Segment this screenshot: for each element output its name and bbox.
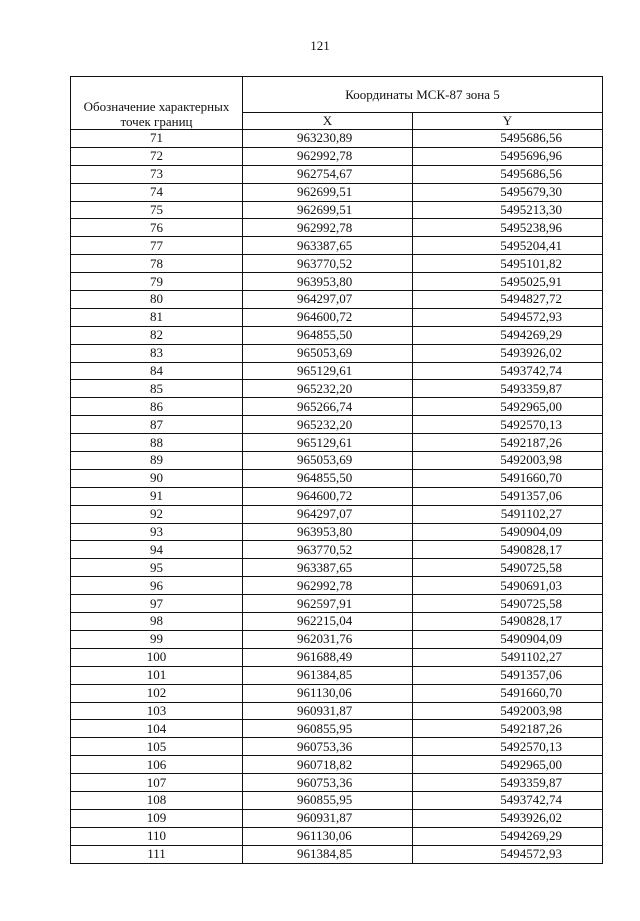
- point-number-cell: 92: [71, 505, 243, 523]
- x-coordinate-cell: 964297,07: [243, 291, 413, 309]
- table-row: [71, 684, 603, 702]
- point-number-cell: 90: [71, 469, 243, 487]
- table-row: [71, 487, 603, 505]
- x-coordinate-cell: 960718,82: [243, 756, 413, 774]
- point-number-cell: 89: [71, 452, 243, 470]
- point-number-cell: 109: [71, 809, 243, 827]
- point-number-cell: 72: [71, 147, 243, 165]
- y-coordinate-cell: 5492003,98: [413, 452, 603, 470]
- x-coordinate-cell: 960931,87: [243, 702, 413, 720]
- table-row: [71, 756, 603, 774]
- x-coordinate-cell: 962992,78: [243, 147, 413, 165]
- coordinates-table: [70, 76, 603, 864]
- point-number-cell: 100: [71, 648, 243, 666]
- x-coordinate-cell: 962031,76: [243, 630, 413, 648]
- table-row: [71, 595, 603, 613]
- point-number-cell: 84: [71, 362, 243, 380]
- table-row: [71, 666, 603, 684]
- point-number-cell: 81: [71, 308, 243, 326]
- table-row: [71, 577, 603, 595]
- table-row: [71, 326, 603, 344]
- table-row: [71, 541, 603, 559]
- y-coordinate-cell: 5492965,00: [413, 756, 603, 774]
- x-coordinate-cell: 962754,67: [243, 165, 413, 183]
- table-row: [71, 237, 603, 255]
- x-coordinate-cell: 961384,85: [243, 666, 413, 684]
- x-coordinate-cell: 961384,85: [243, 845, 413, 863]
- point-number-cell: 71: [71, 130, 243, 148]
- point-number-cell: 110: [71, 827, 243, 845]
- x-coordinate-cell: 963770,52: [243, 255, 413, 273]
- coordinate-system-header: Координаты МСК-87 зона 5: [243, 77, 603, 113]
- table-row: [71, 630, 603, 648]
- point-number-cell: 103: [71, 702, 243, 720]
- point-number-cell: 91: [71, 487, 243, 505]
- x-coordinate-cell: 961130,06: [243, 684, 413, 702]
- y-coordinate-cell: 5490828,17: [413, 541, 603, 559]
- point-number-cell: 106: [71, 756, 243, 774]
- x-coordinate-cell: 963387,65: [243, 559, 413, 577]
- point-designation-header: Обозначение характерных точек границ: [71, 77, 243, 130]
- table-row: [71, 130, 603, 148]
- point-number-cell: 73: [71, 165, 243, 183]
- table-row: [71, 845, 603, 863]
- x-coordinate-cell: 960855,95: [243, 791, 413, 809]
- x-coordinate-cell: 964855,50: [243, 469, 413, 487]
- table-row: [71, 827, 603, 845]
- table-row: [71, 165, 603, 183]
- page-number: 121: [310, 38, 330, 53]
- point-number-cell: 77: [71, 237, 243, 255]
- point-number-cell: 94: [71, 541, 243, 559]
- point-number-cell: 76: [71, 219, 243, 237]
- y-coordinate-cell: 5492187,26: [413, 434, 603, 452]
- point-number-cell: 108: [71, 791, 243, 809]
- point-number-cell: 74: [71, 183, 243, 201]
- y-coordinate-cell: 5495213,30: [413, 201, 603, 219]
- y-coordinate-cell: 5494269,29: [413, 326, 603, 344]
- y-coordinate-cell: 5494827,72: [413, 291, 603, 309]
- x-coordinate-cell: 962699,51: [243, 183, 413, 201]
- y-coordinate-cell: 5495025,91: [413, 273, 603, 291]
- table-row: [71, 809, 603, 827]
- x-coordinate-cell: 965266,74: [243, 398, 413, 416]
- x-coordinate-cell: 963770,52: [243, 541, 413, 559]
- x-coordinate-cell: 965053,69: [243, 344, 413, 362]
- y-coordinate-cell: 5490725,58: [413, 559, 603, 577]
- point-number-cell: 107: [71, 774, 243, 792]
- table-row: [71, 380, 603, 398]
- x-column-header: X: [243, 113, 413, 130]
- table-row: [71, 648, 603, 666]
- point-number-cell: 87: [71, 416, 243, 434]
- table-row: [71, 613, 603, 631]
- y-coordinate-cell: 5491660,70: [413, 684, 603, 702]
- y-coordinate-cell: 5490904,09: [413, 523, 603, 541]
- table-header: [71, 77, 603, 130]
- y-coordinate-cell: 5491660,70: [413, 469, 603, 487]
- table-row: [71, 559, 603, 577]
- table-row: [71, 201, 603, 219]
- x-coordinate-cell: 964600,72: [243, 487, 413, 505]
- y-coordinate-cell: 5493742,74: [413, 791, 603, 809]
- table-row: [71, 183, 603, 201]
- point-number-cell: 80: [71, 291, 243, 309]
- table-row: [71, 398, 603, 416]
- point-number-cell: 101: [71, 666, 243, 684]
- y-coordinate-cell: 5492570,13: [413, 416, 603, 434]
- y-coordinate-cell: 5495686,56: [413, 165, 603, 183]
- x-coordinate-cell: 960931,87: [243, 809, 413, 827]
- x-coordinate-cell: 965129,61: [243, 362, 413, 380]
- table-row: [71, 308, 603, 326]
- x-coordinate-cell: 964297,07: [243, 505, 413, 523]
- point-number-cell: 99: [71, 630, 243, 648]
- x-coordinate-cell: 963387,65: [243, 237, 413, 255]
- y-coordinate-cell: 5495204,41: [413, 237, 603, 255]
- x-coordinate-cell: 965053,69: [243, 452, 413, 470]
- x-coordinate-cell: 961130,06: [243, 827, 413, 845]
- table-row: [71, 791, 603, 809]
- y-coordinate-cell: 5493359,87: [413, 380, 603, 398]
- table-row: [71, 344, 603, 362]
- x-coordinate-cell: 962699,51: [243, 201, 413, 219]
- x-coordinate-cell: 965232,20: [243, 416, 413, 434]
- table-row: [71, 416, 603, 434]
- table-row: [71, 702, 603, 720]
- point-number-cell: 104: [71, 720, 243, 738]
- point-number-cell: 97: [71, 595, 243, 613]
- point-number-cell: 111: [71, 845, 243, 863]
- point-number-cell: 88: [71, 434, 243, 452]
- point-number-cell: 105: [71, 738, 243, 756]
- y-coordinate-cell: 5493926,02: [413, 809, 603, 827]
- point-number-cell: 82: [71, 326, 243, 344]
- x-coordinate-cell: 962992,78: [243, 577, 413, 595]
- y-coordinate-cell: 5492003,98: [413, 702, 603, 720]
- y-coordinate-cell: 5491102,27: [413, 648, 603, 666]
- x-coordinate-cell: 960753,36: [243, 738, 413, 756]
- y-coordinate-cell: 5493742,74: [413, 362, 603, 380]
- y-coordinate-cell: 5494269,29: [413, 827, 603, 845]
- point-number-cell: 102: [71, 684, 243, 702]
- point-number-cell: 86: [71, 398, 243, 416]
- y-coordinate-cell: 5494572,93: [413, 308, 603, 326]
- table-row: [71, 469, 603, 487]
- x-coordinate-cell: 965232,20: [243, 380, 413, 398]
- point-number-cell: 78: [71, 255, 243, 273]
- table-row: [71, 720, 603, 738]
- x-coordinate-cell: 960855,95: [243, 720, 413, 738]
- point-number-cell: 93: [71, 523, 243, 541]
- point-number-cell: 83: [71, 344, 243, 362]
- x-coordinate-cell: 961688,49: [243, 648, 413, 666]
- x-coordinate-cell: 964855,50: [243, 326, 413, 344]
- x-coordinate-cell: 963953,80: [243, 273, 413, 291]
- y-coordinate-cell: 5495679,30: [413, 183, 603, 201]
- x-coordinate-cell: 962215,04: [243, 613, 413, 631]
- point-number-cell: 85: [71, 380, 243, 398]
- table-row: [71, 774, 603, 792]
- table-row: [71, 219, 603, 237]
- point-number-cell: 98: [71, 613, 243, 631]
- x-coordinate-cell: 962597,91: [243, 595, 413, 613]
- x-coordinate-cell: 964600,72: [243, 308, 413, 326]
- table-row: [71, 273, 603, 291]
- y-coordinate-cell: 5491357,06: [413, 666, 603, 684]
- y-coordinate-cell: 5490904,09: [413, 630, 603, 648]
- x-coordinate-cell: 962992,78: [243, 219, 413, 237]
- table-row: [71, 452, 603, 470]
- table-row: [71, 523, 603, 541]
- point-number-cell: 79: [71, 273, 243, 291]
- y-coordinate-cell: 5494572,93: [413, 845, 603, 863]
- x-coordinate-cell: 965129,61: [243, 434, 413, 452]
- y-coordinate-cell: 5490828,17: [413, 613, 603, 631]
- point-number-cell: 95: [71, 559, 243, 577]
- table-row: [71, 147, 603, 165]
- table-row: [71, 434, 603, 452]
- point-number-cell: 96: [71, 577, 243, 595]
- y-column-header: Y: [413, 113, 603, 130]
- x-coordinate-cell: 960753,36: [243, 774, 413, 792]
- table-row: [71, 505, 603, 523]
- y-coordinate-cell: 5491102,27: [413, 505, 603, 523]
- x-coordinate-cell: 963230,89: [243, 130, 413, 148]
- table-body: [71, 130, 603, 864]
- table-row: [71, 255, 603, 273]
- table-row: [71, 738, 603, 756]
- point-number-cell: 75: [71, 201, 243, 219]
- y-coordinate-cell: 5495101,82: [413, 255, 603, 273]
- y-coordinate-cell: 5495696,96: [413, 147, 603, 165]
- y-coordinate-cell: 5495686,56: [413, 130, 603, 148]
- y-coordinate-cell: 5490725,58: [413, 595, 603, 613]
- y-coordinate-cell: 5493359,87: [413, 774, 603, 792]
- y-coordinate-cell: 5492187,26: [413, 720, 603, 738]
- y-coordinate-cell: 5492965,00: [413, 398, 603, 416]
- y-coordinate-cell: 5491357,06: [413, 487, 603, 505]
- y-coordinate-cell: 5493926,02: [413, 344, 603, 362]
- table-row: [71, 291, 603, 309]
- y-coordinate-cell: 5492570,13: [413, 738, 603, 756]
- y-coordinate-cell: 5490691,03: [413, 577, 603, 595]
- x-coordinate-cell: 963953,80: [243, 523, 413, 541]
- y-coordinate-cell: 5495238,96: [413, 219, 603, 237]
- table-row: [71, 362, 603, 380]
